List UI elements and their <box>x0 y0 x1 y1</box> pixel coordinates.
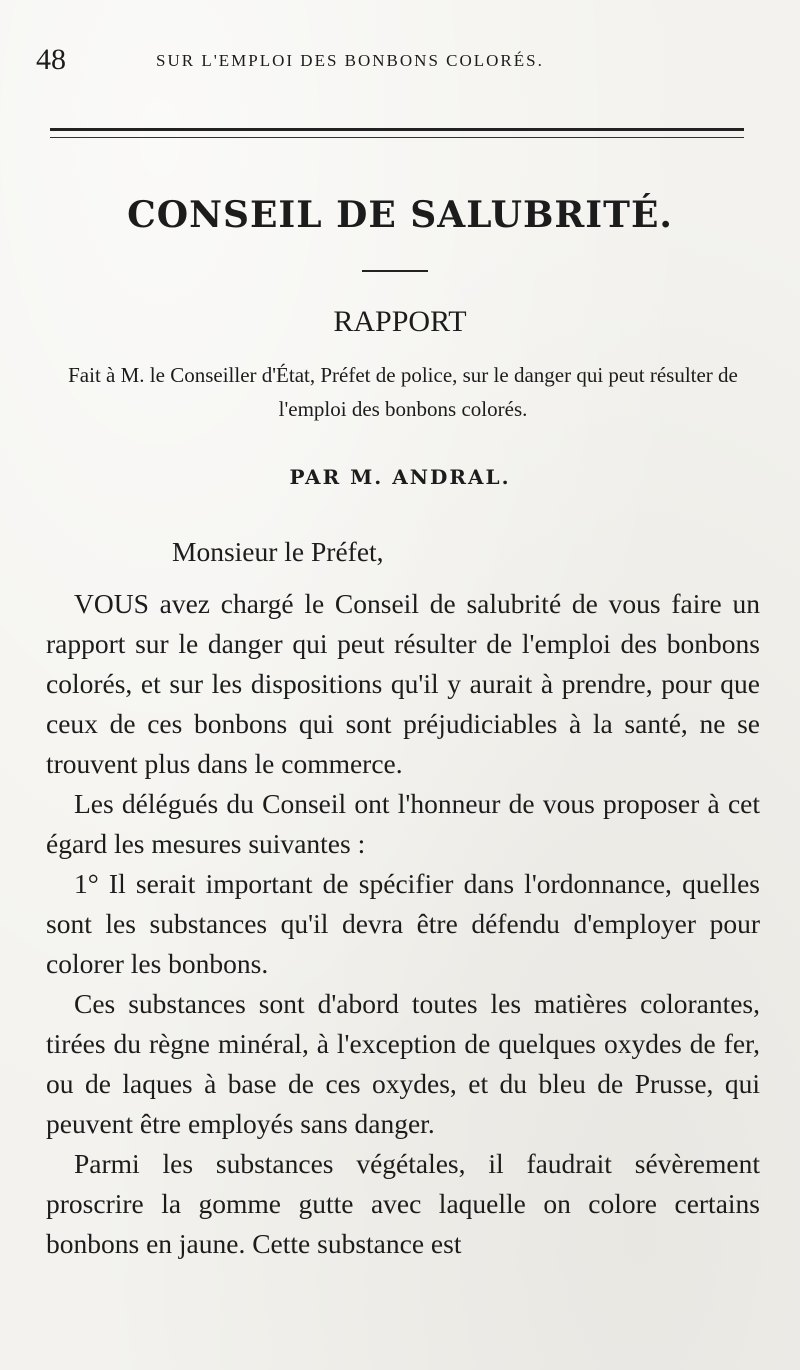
short-rule-divider <box>362 270 428 272</box>
paragraph: Ces substances sont d'abord toutes les matières colorantes, tirées du règne minéral, à l'exception de quelques oxydes de fer, ou de laques à base de ces oxydes, et du bleu de Prusse, qui peuvent être employés sans danger. <box>46 988 760 1139</box>
report-author: PAR M. ANDRAL. <box>289 465 511 489</box>
body-text <box>46 532 760 1264</box>
running-title: SUR L'EMPLOI DES BONBONS COLORÉS. <box>156 51 544 70</box>
running-head <box>36 40 760 80</box>
double-rule-divider <box>50 128 744 138</box>
paragraph: 1° Il serait important de spécifier dans l'ordonnance, quelles sont les substances qu'il devra être défendu d'employer pour colorer les bonbons. <box>46 868 760 979</box>
paragraph: VOUS avez chargé le Conseil de salubrité de vous faire un rapport sur le danger qui peut résulter de l'emploi des bonbons colorés, et sur les dispositions qu'il y aurait à prendre, pour que ceux de ces bonbons qui sont préjudiciables à la santé, ne se trouvent plus dans le commerce. <box>46 588 760 779</box>
paragraph: Les délégués du Conseil ont l'honneur de vous proposer à cet égard les mesures suivantes : <box>46 788 760 859</box>
salutation: Monsieur le Préfet, <box>172 536 384 567</box>
section-title: CONSEIL DE SALUBRITÉ. <box>127 194 673 236</box>
paragraph: Parmi les substances végétales, il faudrait sévèrement proscrire la gomme gutte avec laquelle on colore certains bonbons en jaune. Cette substance est <box>46 1148 760 1259</box>
page-number: 48 <box>36 43 66 76</box>
report-subtitle: Fait à M. le Conseiller d'État, Préfet de police, sur le danger qui peut résulter de l'emploi des bonbons colorés. <box>68 363 738 421</box>
report-heading: RAPPORT <box>333 305 467 338</box>
